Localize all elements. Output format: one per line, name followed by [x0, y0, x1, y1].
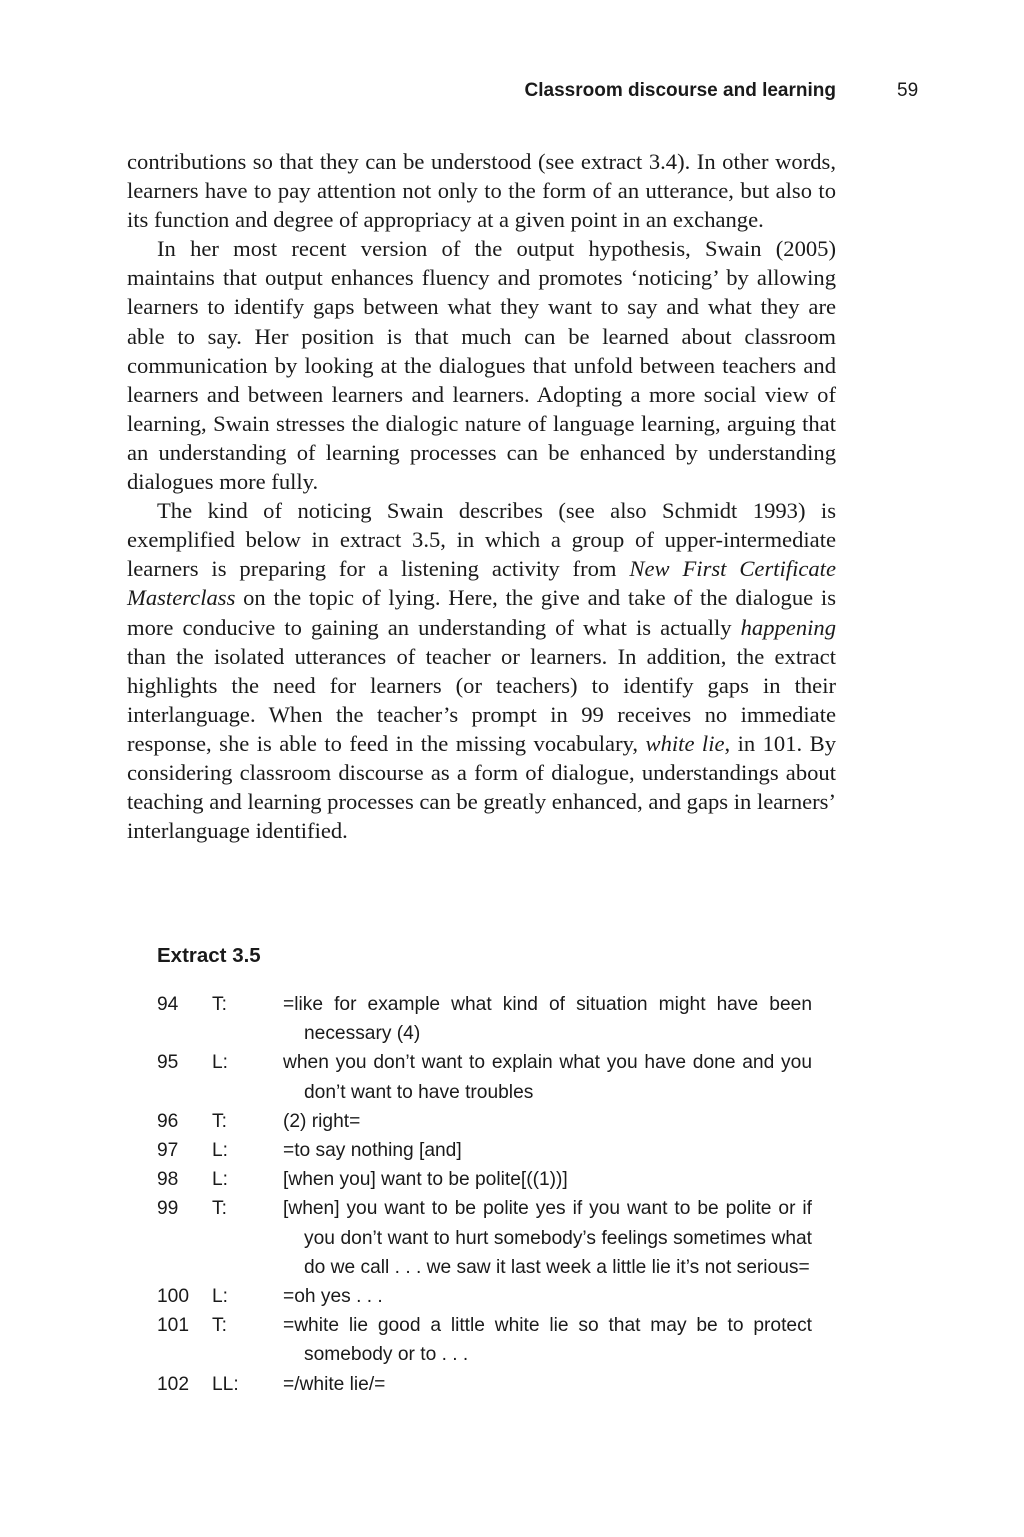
transcript-line — [157, 1370, 812, 1399]
transcript-line — [157, 1194, 812, 1282]
line-number: 97 — [157, 1140, 179, 1162]
line-number: 95 — [157, 1052, 179, 1074]
utterance: =white lie good a little white lie so that may be to protect somebody or to . . . — [283, 1315, 812, 1366]
speaker: LL: — [212, 1373, 239, 1395]
transcript-line — [157, 1048, 812, 1106]
line-number: 102 — [157, 1373, 190, 1395]
text-segment: The kind of noticing Swain describes (see also Schmidt 1993) is exemplified below in extract 3.5, in which a group of upper-intermediate learners is preparing for a listening activity from — [127, 498, 836, 582]
transcript-line — [157, 990, 812, 1048]
speaker: T: — [212, 1110, 227, 1132]
line-number: 94 — [157, 994, 179, 1015]
text-segment: on the topic of lying. Here, the give and take of the dialogue is more conducive to gaining an understanding of what is actually — [127, 585, 836, 640]
utterance: (2) right= — [283, 1110, 361, 1132]
utterance: =like for example what kind of situation might have been necessary (4) — [283, 994, 812, 1045]
line-number: 99 — [157, 1198, 179, 1220]
body-text — [127, 147, 836, 845]
page-header — [0, 80, 1024, 108]
paragraph: In her most recent version of the output hypothesis, Swain (2005) maintains that output enhances fluency and promotes ‘noticing’ by allowing learners to identify gaps between what they want to say and what they are able to say. Her position is that much can be learned about classroom communication by looking at the dialogues that unfold between teachers and learners and between learners and learners. Adopting a more social view of learning, Swain stresses the dialogic nature of language learning, arguing that an understanding of learning processes can be enhanced by understanding dialogues more fully. — [127, 236, 836, 495]
utterance: =oh yes . . . — [283, 1286, 383, 1308]
transcript-line — [157, 1165, 812, 1194]
utterance: [when you] want to be polite[((1))] — [283, 1169, 568, 1191]
transcript-line — [157, 1107, 812, 1136]
term: white lie — [645, 730, 725, 756]
text-segment: than the isolated utterances of teacher or learners. In addition, the extract highlights the need for learners (or teachers) to identify gaps in their interlanguage. When the teacher’s prompt in 99 receives no immediate response, she is able to feed in the missing vocabulary, — [127, 643, 836, 756]
utterance: [when] you want to be polite yes if you want to be polite or if you don’t want to hurt somebody’s feelings sometimes what do we call . . . we saw it last week a little lie it’s not serious= — [283, 1198, 812, 1278]
utterance: when you don’t want to explain what you have done and you don’t want to have troubles — [283, 1052, 812, 1103]
utterance: =/white lie/= — [283, 1373, 386, 1395]
running-head: Classroom discourse and learning — [524, 80, 836, 101]
speaker: T: — [212, 1198, 227, 1220]
line-number: 101 — [157, 1315, 190, 1337]
emphasis: happening — [740, 614, 836, 640]
speaker: L: — [212, 1052, 229, 1074]
speaker: L: — [212, 1286, 229, 1308]
transcript-line — [157, 1136, 812, 1165]
paragraph: contributions so that they can be understood (see extract 3.4). In other words, learners have to pay attention not only to the form of an utterance, but also to its function and degree of appropriacy at a given point in an exchange. — [127, 149, 836, 233]
line-number: 98 — [157, 1169, 179, 1191]
page-number: 59 — [897, 80, 919, 101]
text-segment: , in 101. By considering classroom discourse as a form of dialogue, understandings about teaching and learning processes can be greatly enhanced, and gaps in learners’ interlanguage identified. — [127, 730, 836, 844]
line-number: 96 — [157, 1110, 179, 1132]
transcript-line — [157, 1282, 812, 1311]
speaker: L: — [212, 1169, 229, 1191]
line-number: 100 — [157, 1286, 190, 1308]
book-title: New First Certificate Masterclass — [127, 556, 836, 611]
speaker: L: — [212, 1140, 229, 1162]
speaker: T: — [212, 1315, 227, 1337]
speaker: T: — [212, 994, 227, 1015]
paragraph — [127, 496, 836, 845]
extract-title: Extract 3.5 — [157, 944, 261, 967]
transcript — [157, 990, 812, 1399]
transcript-line — [157, 1311, 812, 1369]
utterance: =to say nothing [and] — [283, 1140, 462, 1162]
